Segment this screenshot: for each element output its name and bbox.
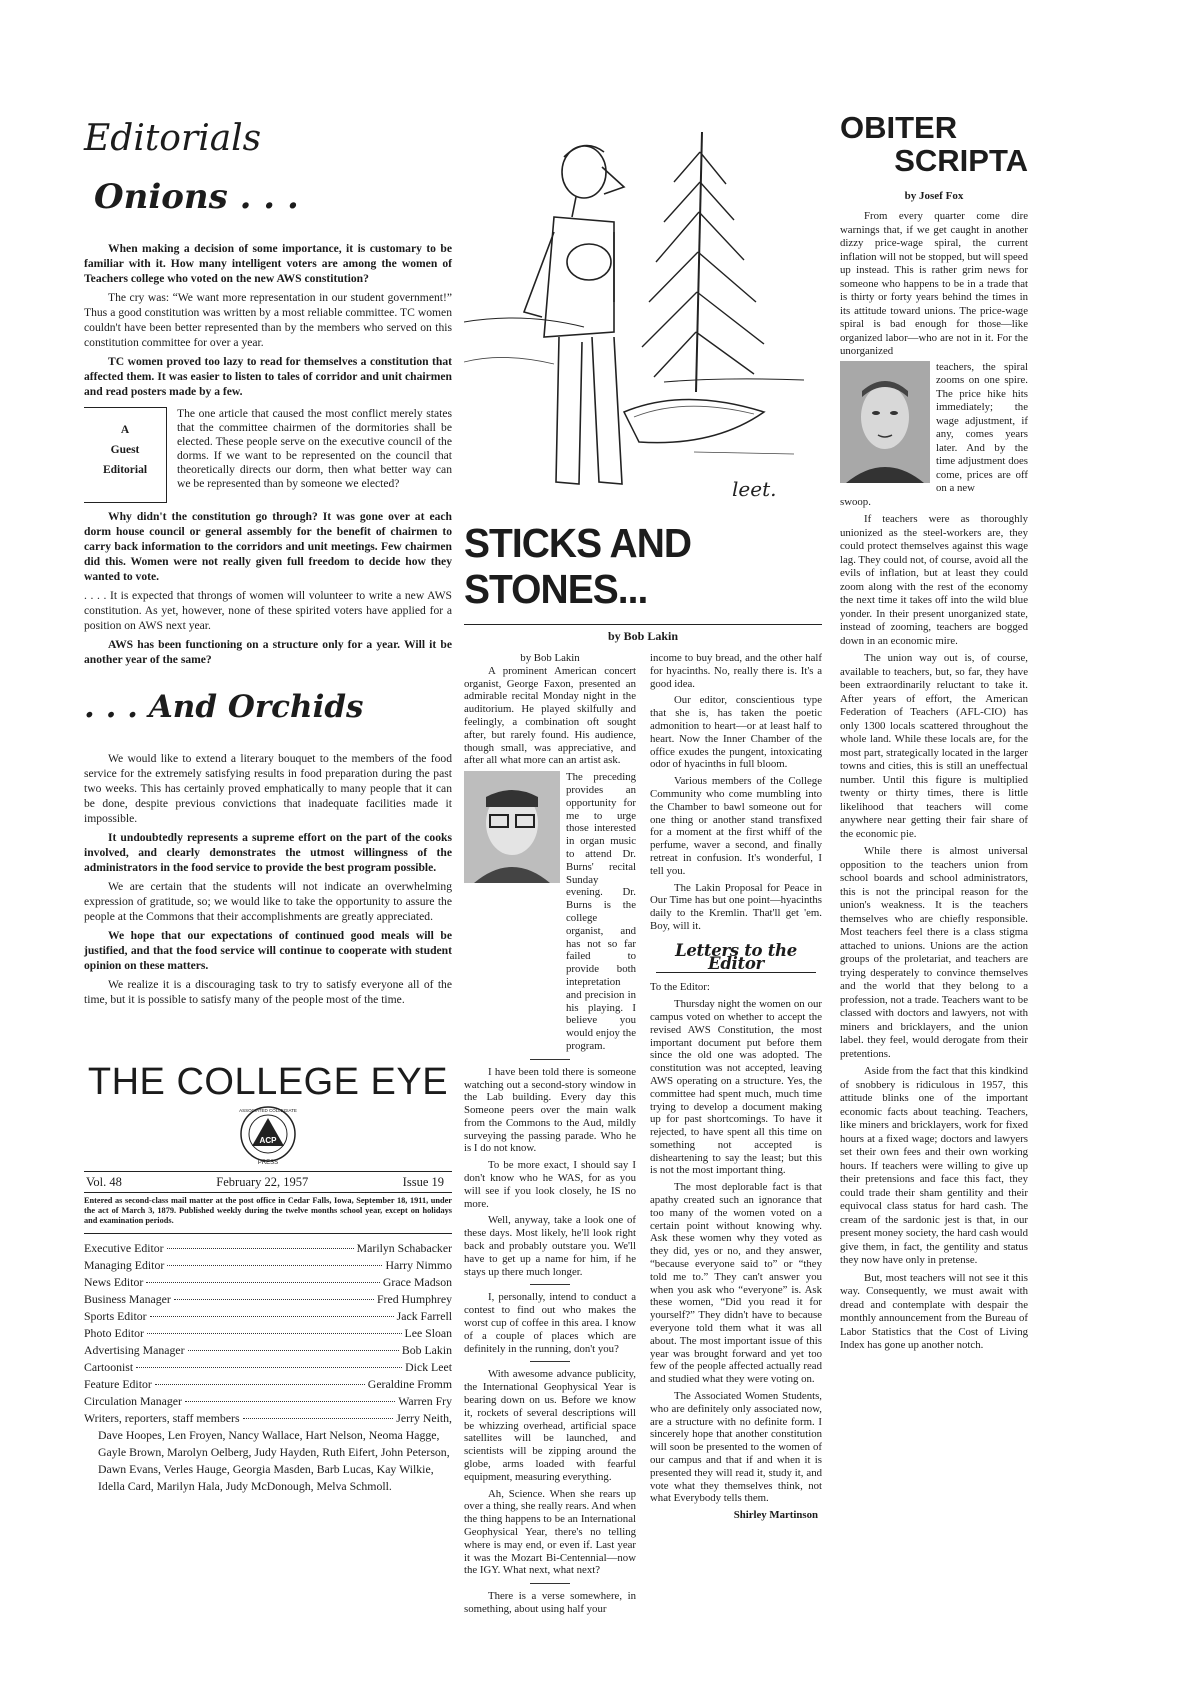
staff-row	[84, 1257, 452, 1274]
staff-role: Circulation Manager	[84, 1393, 182, 1408]
staff-role: News Editor	[84, 1274, 144, 1289]
letters-heading: Letters to the Editor	[675, 940, 797, 973]
dot-leader	[174, 1299, 374, 1300]
orchids-paragraph: We hope that our expectations of continued good meals will be justified, and that the food service will continue to cooperate with student opinion on these matters.	[84, 929, 452, 972]
sticks-byline: by Bob Lakin	[607, 629, 679, 643]
letters-signature: Shirley Martinson	[733, 1509, 818, 1522]
staff-role: Photo Editor	[84, 1325, 144, 1340]
cartoon-illustration	[464, 112, 824, 508]
sticks-paragraph: There is a verse somewhere, in something, about using half your	[464, 1590, 636, 1615]
staff-role: Sports Editor	[84, 1308, 147, 1323]
dot-leader	[136, 1367, 402, 1368]
lakin-photo	[464, 771, 560, 883]
staff-name: Bob Lakin	[401, 1342, 452, 1357]
guest-box-line: Editorial	[102, 464, 148, 476]
staff-role: Business Manager	[84, 1291, 171, 1306]
staff-name: Lee Sloan	[404, 1325, 452, 1340]
sticks-paragraph: I have been told there is someone watching out a second-story window in the Lab building. Every day this Someone peers over the main walk from the Commons to the Aud, mildly surveying the passing parade. Who he is I do not know.	[464, 1065, 636, 1155]
obiter-paragraph: From every quarter come dire warnings that, if we get caught in another dizzy price-wage spiral, the current inflation will not be stopped, but will speed up instead. This is rather grim news for someone who happens to be in a trade that is thirty or forty years behind the times in its attitude toward unions. The price-wage spiral is bad enough for those—like organized labor—who are not in it. For the unorganized	[840, 210, 1028, 357]
conflict-paragraph: The one article that caused the most conflict merely states that the committee chairmen of the dormitories shall be elected. These people serve on the executive council of the dorms. If we want to be represented on the council that theoretically directs our dorm, then what better way can we be represented than by someone we elected?	[177, 407, 452, 490]
onions-paragraph: The cry was: “We want more representation in our student government!” Thus a good constitution was written by a most reliable committee. TC women couldn't have been better represented than by the members who served on this constitution committee for over a year.	[84, 291, 452, 349]
dot-leader	[147, 1333, 402, 1334]
sticks-and-stones	[464, 520, 822, 1620]
staff-row	[84, 1274, 452, 1291]
onions-title: Onions . . .	[94, 177, 299, 217]
guest-box-line: A	[120, 424, 130, 436]
obiter-wrap-paragraph: teachers, the spiral zooms on one spire. The price hike hits immediately; the wage adjustment, if any, comes years later. And by the time adjustment does come, prices are off on a new	[936, 360, 1028, 494]
editorials-column	[84, 118, 452, 1011]
staff-continued: Dave Hoopes, Len Froyen, Nancy Wallace, Hart Nelson, Neoma Hagge, Gayle Brown, Marolyn Oelberg, Judy Hayden, Ruth Eifert, John Peterson, Dawn Evans, Verles Hauge, Georgia Masden, Barb Lucas, Kay Wilkie, Idella Card, Marilyn Hala, Judy McDonough, Melva Schmoll.	[98, 1427, 450, 1493]
issue-number: Issue 19	[402, 1175, 444, 1189]
onions-paragraph: When making a decision of some importance, it is customary to be familiar with it. How many intelligent voters are among the women of Teachers college who voted on the new AWS constitution?	[84, 242, 452, 285]
editorials-heading: Editorials	[84, 118, 262, 159]
mail-notice: Entered as second-class mail matter at the post office in Cedar Falls, Iowa, September 18, 1911, under the act of March 3, 1879. Published weekly during the twelve months school year, except on holidays and examination periods.	[84, 1196, 452, 1226]
staff-role: Executive Editor	[84, 1240, 164, 1255]
sticks-paragraph: income to buy bread, and the other half for hyacinths. No, really there is. It's a good idea.	[650, 652, 822, 690]
staff-name: Fred Humphrey	[376, 1291, 452, 1306]
obiter-title-line1: OBITER	[840, 110, 958, 145]
obiter-paragraph: But, most teachers will not see it this way. Consequently, we must await with dread and contemplate with despair the monthly announcement from the Bureau of Labor Statistics that the Cost of Living Index has gone up another notch.	[840, 1271, 1028, 1351]
orchids-paragraph: We would like to extend a literary bouquet to the members of the food service for the extremely satisfying results in food preparation during the past two weeks. This has certainly proved emphatically to many people that it can be done, despite previous convictions that inadequate facilities made it impossible.	[84, 752, 452, 825]
staff-row	[84, 1291, 452, 1308]
onions-paragraph: AWS has been functioning on a structure only for a year. Will it be another year of the same?	[84, 638, 452, 666]
letters-paragraph: The Associated Women Students, who are definitely only associated now, are a structure with no definite form. I sincerely hope that another constitution will soon be presented to the women of our campus and that if and when it is presented they will read it, study it, and vote what they themselves think, not what Everybody tells them.	[650, 1390, 822, 1505]
masthead-title: THE COLLEGE EYE	[87, 1061, 449, 1103]
staff-row	[84, 1393, 452, 1410]
sticks-byline-inner: by Bob Lakin	[520, 652, 580, 664]
issue-date: February 22, 1957	[216, 1175, 309, 1189]
obiter-paragraph: If teachers were as thoroughly unionized as the steel-workers are, they could protect themselves against this wage lag. They could not, of course, avoid all the evils of inflation, but at least they could zoom along with the rest of the economy the next time it takes off into the wild blue yonder. In their present unorganized state, instead of zooming, teachers are bogged down in an economic mire.	[840, 513, 1028, 647]
staff-row	[84, 1376, 452, 1393]
seal-center-text: ACP	[259, 1136, 277, 1145]
sticks-paragraph: I, personally, intend to conduct a contest to find out who makes the worst cup of coffee in this area. I know of a couple of places which are definitely in the running, don't you?	[464, 1291, 636, 1355]
obiter-title-line2: SCRIPTA	[894, 143, 1028, 178]
dot-leader	[185, 1401, 395, 1402]
seal-bottom-text: PRESS	[257, 1160, 279, 1166]
obiter-paragraph: swoop.	[840, 495, 871, 508]
acp-seal	[232, 1104, 304, 1166]
obiter-paragraph: Aside from the fact that this kindkind of snobbery is ridiculous in 1957, this attitude blinks one of the important economic facts about teaching. Teachers, like miners and bricklayers, work for fixed hours at a fixed wage; doctors and lawyers set their own fees and their own working hours. If teachers were willing to give up their pretensions and face this fact, they could trade their sham gentility and their equivocal class status for hard cash. The cream of the sardonic jest is that, in our present money society, the hard cash would give them, in fact, the gentility and status they now have only in pretense.	[840, 1065, 1028, 1266]
guest-box-line: Guest	[110, 444, 140, 456]
sticks-paragraph: Well, anyway, take a look one of these days. Most likely, he'll look right back and probably outstare you. We'll have to get up a name for him, if he stays up there much longer.	[464, 1214, 636, 1278]
obiter-paragraph: While there is almost universal opposition to the teachers union from school boards and school administrators, this is not the principal reason for the union's weakness. It is the teachers themselves who are chiefly responsible. Most teachers feel there is a class stigma attached to unions. Unions are the action groups of the proletariat, and teachers are trying desperately to convince themselves and the world that they belong to a profession, not a trade. Teachers want to be classed with doctors and lawyers, not with miners and bricklayers, and the union label. they feel, would derogate from their pretentions.	[840, 845, 1028, 1060]
orchids-paragraph: It undoubtedly represents a supreme effort on the part of the cooks involved, and clearly demonstrates the utmost willingness of the administrators in the food service to provide the best program possible.	[84, 831, 452, 874]
staff-name: Marilyn Schabacker	[356, 1240, 452, 1255]
fox-photo	[840, 361, 930, 483]
sticks-title: STICKS AND STONES...	[464, 520, 692, 612]
onions-paragraph: Why didn't the constitution go through? It was gone over at each dorm house council or general assembly for the benefit of chairmen to carry back information to the corridors and unit meetings. Few chairmen did this. Women were not really given full freedom to decide how they wanted to vote.	[84, 510, 452, 583]
staff-name: Dick Leet	[405, 1359, 452, 1374]
cartoon	[464, 112, 824, 508]
staff-list	[84, 1240, 452, 1427]
letters-paragraph: The most deplorable fact is that apathy created such an ignorance that too many of the women voted on a certain point without knowing why. Ask these women why they voted as they did, yes or no, and they answer, “because everyone said to” or “they told me to.” They can't answer you when you ask who “everyone” is. Ask these women, “Did you read it for yourself?” They didn't have to because everyone told them what it was all about. The most important issue of this year was brought forward and yet too few of the people affected actually read and studied what they were voting on.	[650, 1181, 822, 1386]
sticks-paragraph: Our editor, conscientious type that she is, has taken the poetic admonition to heart—or at least half to heart. Now the Inner Chamber of the office exudes the pungent, intoxicating odor of hyacinths in full bloom.	[650, 694, 822, 771]
obiter-byline: by Josef Fox	[904, 190, 964, 202]
onions-paragraph: TC women proved too lazy to read for themselves a constitution that affected them. It was easier to listen to tales of corridor and unit chairmen and read posters made by a few.	[84, 355, 452, 398]
staff-role: Feature Editor	[84, 1376, 152, 1391]
sticks-paragraph: To be more exact, I should say I don't know who he WAS, for as you will see if you look closely, he IS no more.	[464, 1159, 636, 1210]
dot-leader	[146, 1282, 380, 1283]
guest-editorial-box	[84, 407, 167, 503]
obiter-scripta	[840, 112, 1028, 1357]
staff-role: Managing Editor	[84, 1257, 165, 1272]
obiter-paragraph: The union way out is, of course, available to teachers, but, so far, they have been extraordinarily reluctant to take it. After years of effort, the American Federation of Teachers (AFL-CIO) has only 1300 locals scattered throughout the whole land. While these locals are, for the most part, strategically located in the larger towns and cities, this is still an uneffectual number. Until this figure is multiplied twenty or thirty times, there is little likelihood that teachers will come anywhere near getting their fair share of the economic pie.	[840, 652, 1028, 840]
staff-name: Warren Fry	[398, 1393, 452, 1408]
onions-paragraph: . . . . It is expected that throngs of women will volunteer to write a new AWS constitution. As yet, however, none of these spirited voters have applied for a position on AWS next year.	[84, 589, 452, 632]
staff-name: Geraldine Fromm	[367, 1376, 452, 1391]
staff-row	[84, 1308, 452, 1325]
staff-name: Jerry Neith,	[396, 1410, 452, 1425]
orchids-paragraph: We realize it is a discouraging task to try to satisfy everyone all of the time, but it is possible to satisfy many of the people most of the time.	[84, 978, 452, 1006]
staff-role: Writers, reporters, staff members	[84, 1410, 240, 1425]
letters-paragraph: Thursday night the women on our campus voted on whether to accept the revised AWS Constitution, the most important document put before them since the old one was adopted. The constitution was not accepted, leaving AWS operating on a structure. Yes, the committee had spent much, much time trying to develop a document making up for past shortcomings. To have it rejected, to have spent all this time on something not accepted is disheartening to say the least; but this is not the most important thing.	[650, 998, 822, 1177]
sticks-paragraph: With awesome advance publicity, the International Geophysical Year is bearing down on us. Before we know it, rockets of several descriptions will be whizzing overhead, artificial space satellites will be launched, and scientists will be zipping around the globe, arms loaded with fearful equipment, measuring everything.	[464, 1368, 636, 1483]
staff-row	[84, 1410, 452, 1427]
sticks-paragraph: A prominent American concert organist, George Faxon, presented an admirable recital Monday night in the auditorium. He played skilfully and feelingly, a combination oft sought after, but rarely found. His audience, though small, was appreciative, and after all what more can an artist ask.	[464, 664, 636, 767]
dot-leader	[150, 1316, 394, 1317]
staff-name: Grace Madson	[382, 1274, 452, 1289]
dot-leader	[188, 1350, 399, 1351]
staff-row	[84, 1240, 452, 1257]
staff-row	[84, 1325, 452, 1342]
staff-role: Advertising Manager	[84, 1342, 185, 1357]
seal-top-text: ASSOCIATED COLLEGIATE	[239, 1108, 297, 1113]
sticks-paragraph: The Lakin Proposal for Peace in Our Time has but one point—hyacinths daily to the Kremlin. That'll get 'em. Boy, will it.	[650, 881, 822, 932]
staff-row	[84, 1359, 452, 1376]
dot-leader	[167, 1248, 354, 1249]
sticks-organ-paragraph: The preceding provides an opportunity for me to urge those interested in organ music to attend Dr. Burns' recital Sunday evening. Dr. Burns is the college organist, and has not so far failed to provide both intepretation and precision in his playing. I believe you would enjoy the program.	[566, 771, 636, 1052]
masthead	[84, 1062, 452, 1495]
dot-leader	[243, 1418, 394, 1419]
cartoon-signature: leet.	[732, 477, 777, 501]
dot-leader	[167, 1265, 382, 1266]
letters-salutation: To the Editor:	[650, 981, 710, 994]
orchids-paragraph: We are certain that the students will not indicate an overwhelming expression of gratitude, so; we would like to take the opportunity to assure the people at the Commons that their accomplishments are greatly appreciated.	[84, 880, 452, 923]
staff-role: Cartoonist	[84, 1359, 134, 1374]
staff-name: Jack Farrell	[396, 1308, 452, 1323]
staff-row	[84, 1342, 452, 1359]
sticks-paragraph: Various members of the College Community who come mumbling into the Chamber to bawl someone out for one thing or another stand transfixed for a moment at the first whiff of the perfume, waver a second, and finally retreat in confusion. It's wonderful, I tell you.	[650, 775, 822, 877]
sticks-paragraph: Ah, Science. When she rears up over a thing, she really rears. And when the thing happens to be an International Geophysical Year, there's no telling where is may end, or even if. Last year it was the Mozart Bi-Centennial—now the IGY. What next, what next?	[464, 1487, 636, 1577]
dot-leader	[155, 1384, 365, 1385]
volume: Vol. 48	[86, 1175, 122, 1189]
staff-name: Harry Nimmo	[385, 1257, 452, 1272]
orchids-title: . . . And Orchids	[84, 689, 364, 725]
